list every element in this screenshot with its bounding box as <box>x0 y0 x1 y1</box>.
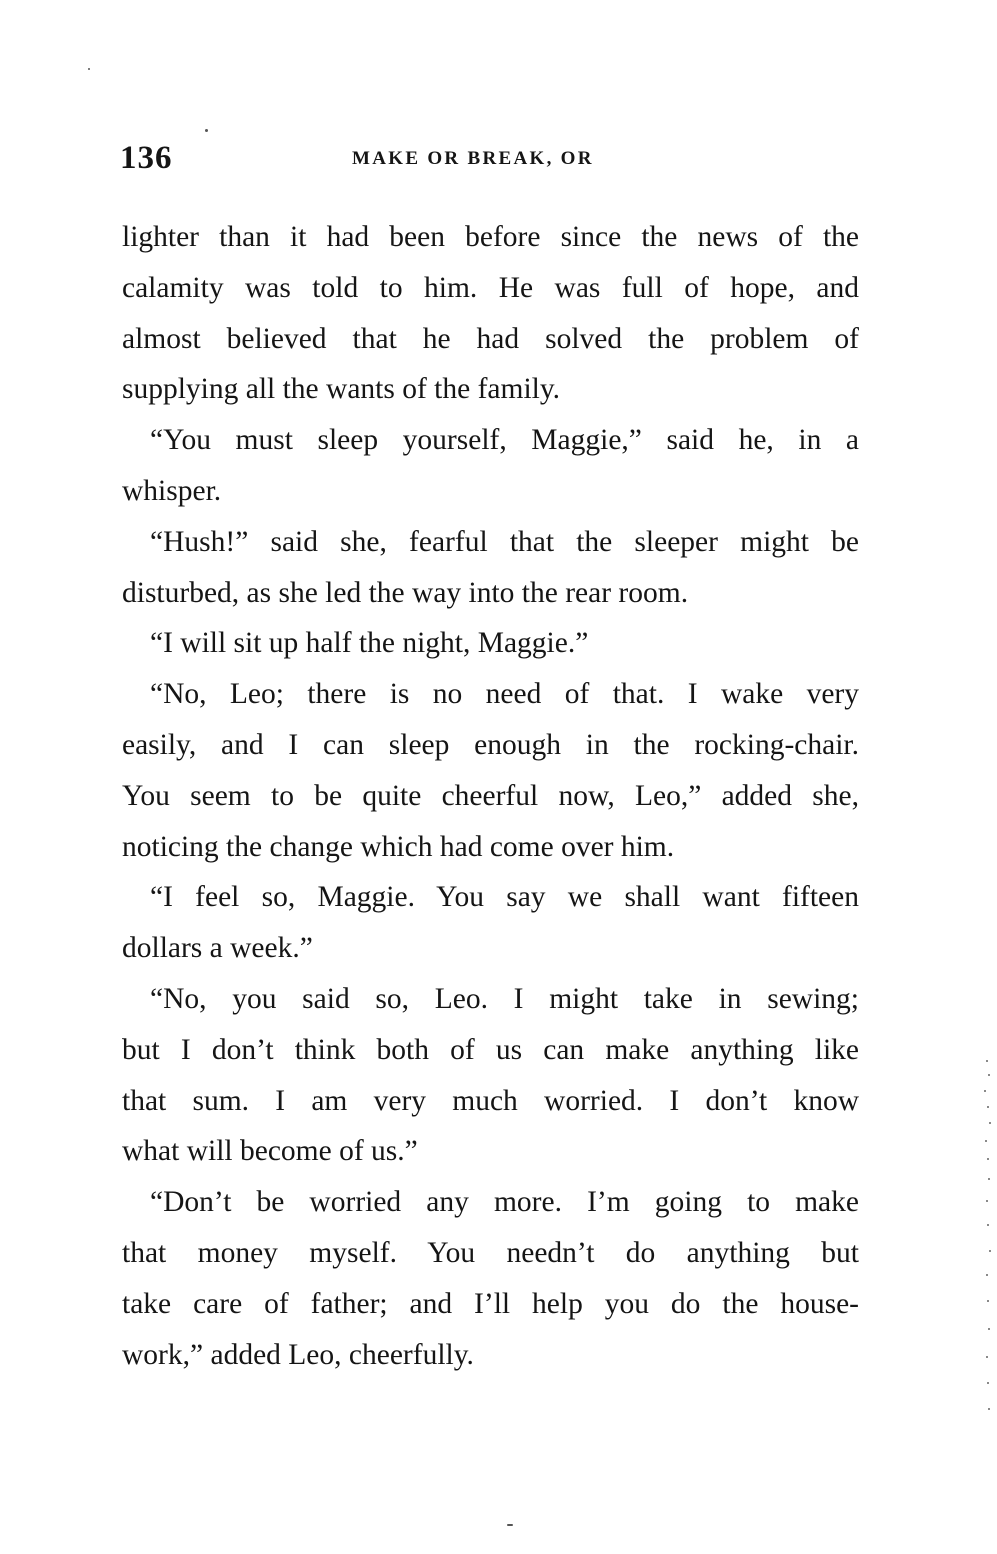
text-line: noticing the change which had come over him. <box>122 830 675 863</box>
text-line: that sum. I am very much worried. I don’t know <box>122 1084 859 1117</box>
text-line: “I will sit up half the night, Maggie.” <box>150 627 589 660</box>
running-header <box>120 140 860 180</box>
text-line: that money myself. You needn’t do anything but <box>122 1236 859 1269</box>
text-line: disturbed, as she led the way into the rear room. <box>122 576 689 609</box>
text-line: whisper. <box>122 474 222 507</box>
text-line: take care of father; and I’ll help you do the house- <box>122 1287 859 1320</box>
text-line: You seem to be quite cheerful now, Leo,” added she, <box>122 779 859 812</box>
ink-speck <box>88 68 90 70</box>
text-line: what will become of us.” <box>122 1135 418 1168</box>
ink-speck <box>507 1524 513 1526</box>
text-line: “Hush!” said she, fearful that the sleeper might be <box>150 525 859 558</box>
text-line: lighter than it had been before since the news of the <box>122 221 859 253</box>
text-line: but I don’t think both of us can make anything like <box>122 1033 859 1066</box>
text-line: “Don’t be worried any more. I’m going to make <box>150 1186 859 1219</box>
text-line: work,” added Leo, cheerfully. <box>122 1338 474 1371</box>
text-line: dollars a week.” <box>122 932 313 965</box>
text-line: “I feel so, Maggie. You say we shall want fifteen <box>150 881 859 914</box>
running-title: MAKE OR BREAK, OR <box>352 148 594 169</box>
text-line: almost believed that he had solved the problem of <box>122 322 859 355</box>
text-line: easily, and I can sleep enough in the rocking-chair. <box>122 728 859 761</box>
text-line: “No, you said so, Leo. I might take in sewing; <box>150 982 859 1015</box>
page-number: 136 <box>120 140 173 176</box>
text-line: “No, Leo; there is no need of that. I wake very <box>150 678 859 711</box>
ink-speck <box>205 129 208 132</box>
text-line: “You must sleep yourself, Maggie,” said he, in a <box>150 424 859 457</box>
margin-bleed-through <box>978 1060 994 1420</box>
text-line: calamity was told to him. He was full of hope, and <box>122 271 859 304</box>
text-line: supplying all the wants of the family. <box>122 373 561 406</box>
body-text <box>122 212 859 1380</box>
